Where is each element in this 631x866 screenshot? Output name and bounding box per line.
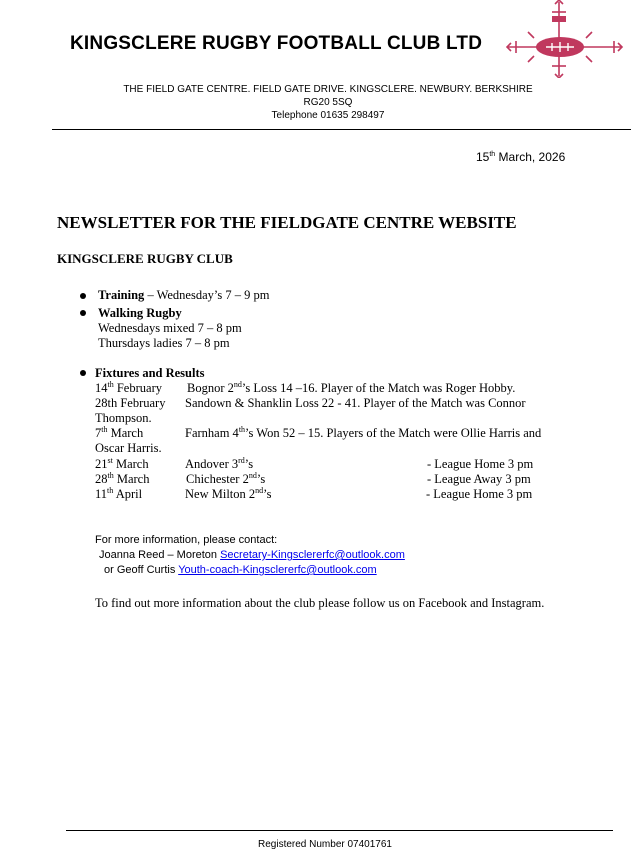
fixture-opponent: Andover 3rd’s: [185, 455, 254, 471]
fixture-date: 28th March: [95, 470, 150, 486]
fixture-league: - League Home 3 pm: [427, 457, 534, 471]
bullet-icon: [80, 293, 86, 299]
contact-intro: For more information, please contact:: [95, 534, 278, 546]
contact-youth-coach: or Geoff Curtis Youth-coach-Kingsclererfc@outlook.com: [104, 564, 377, 576]
club-address: [120, 83, 536, 122]
address-line: THE FIELD GATE CENTRE. FIELD GATE DRIVE. KINGSCLERE. NEWBURY. BERKSHIRE: [123, 84, 533, 95]
rugby-club-crest-icon: [506, 0, 628, 78]
training-item: Training – Wednesday’s 7 – 9 pm: [98, 288, 270, 302]
newsletter-heading: NEWSLETTER FOR THE FIELDGATE CENTRE WEBSITE: [57, 213, 517, 232]
result-text-continued: Oscar Harris.: [95, 441, 162, 455]
bullet-icon: [80, 370, 86, 376]
youth-coach-email-link[interactable]: Youth-coach-Kingsclererfc@outlook.com: [178, 564, 377, 576]
walking-rugby-thursday: Thursdays ladies 7 – 8 pm: [98, 336, 230, 350]
fixture-date: 11th April: [95, 485, 143, 501]
result-text: Bognor 2nd’s Loss 14 –16. Player of the Match was Roger Hobby.: [187, 379, 516, 395]
walking-rugby-item: [98, 306, 242, 351]
telephone: Telephone 01635 298497: [271, 110, 385, 121]
bullet-icon: [80, 310, 86, 316]
contact-block: [95, 533, 405, 578]
footer-divider: [66, 830, 613, 831]
result-text: Sandown & Shanklin Loss 22 - 41. Player of the Match was Connor: [185, 396, 526, 410]
walking-rugby-wednesday: Wednesdays mixed 7 – 8 pm: [98, 321, 242, 335]
secretary-email-link[interactable]: Secretary-Kingsclererfc@outlook.com: [220, 549, 405, 561]
result-date: 14th February: [95, 379, 162, 395]
fixture-date: 21st March: [95, 455, 149, 471]
walking-rugby-label: Walking Rugby: [98, 306, 182, 320]
club-heading: KINGSCLERE RUGBY CLUB: [57, 251, 233, 266]
club-name-heading: KINGSCLERE RUGBY FOOTBALL CLUB LTD: [70, 33, 483, 54]
fixtures-label: Fixtures and Results: [95, 366, 205, 380]
document-date: 15th March, 2026: [476, 150, 566, 164]
result-text-continued: Thompson.: [95, 411, 152, 425]
result-date: 7th March: [95, 424, 144, 440]
registered-number: Registered Number 07401761: [258, 839, 392, 850]
fixture-opponent: Chichester 2nd’s: [186, 470, 266, 486]
result-text: Farnham 4th’s Won 52 – 15. Players of the Match were Ollie Harris and: [185, 424, 542, 440]
postcode: RG20 5SQ: [303, 97, 353, 108]
fixture-league: - League Home 3 pm: [426, 487, 533, 501]
header-divider: [52, 129, 631, 130]
result-date: 28th February: [95, 396, 166, 410]
social-media-note: To find out more information about the club please follow us on Facebook and Instagram.: [95, 596, 545, 610]
contact-secretary: Joanna Reed – Moreton Secretary-Kingsclererfc@outlook.com: [99, 549, 405, 561]
fixture-opponent: New Milton 2nd’s: [185, 485, 272, 501]
fixture-league: - League Away 3 pm: [427, 472, 531, 486]
